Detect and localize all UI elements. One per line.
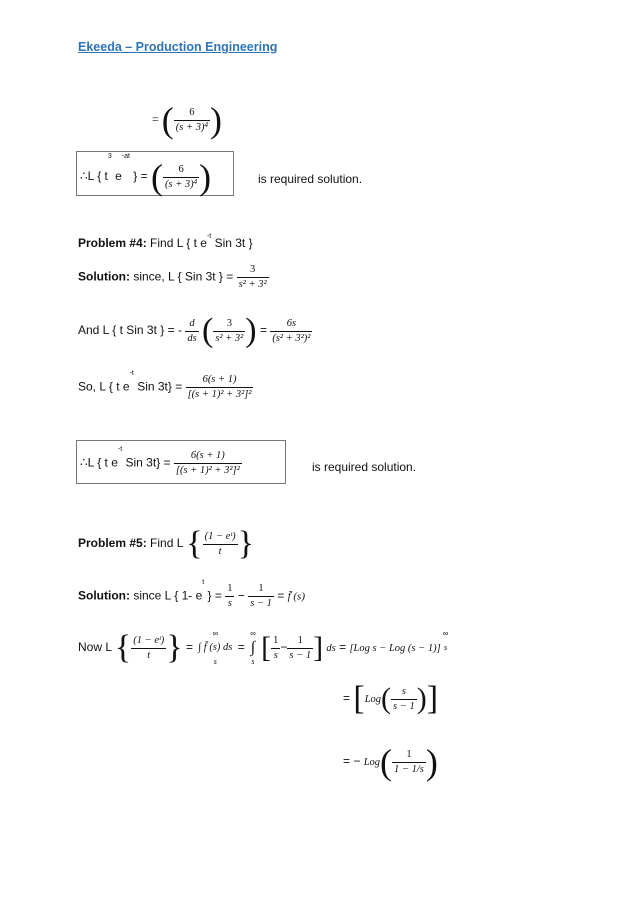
and-step-line: And L { t Sin 3t } = - $\frac{d}{ds}$ ( $\frac{3}{\text{s² + 3²}}$ ) = $\frac{6s}{\text{(s² + 3²)²}}$ — [78, 312, 311, 349]
solution-4-line: Solution: since, L { Sin 3t } = $\frac{3}{\text{s² + 3²}}$ — [78, 264, 267, 290]
now-step-line: Now L { $\frac{\text{(1 − eᵗ)}}{t}$ } = ∞ ∫ f̄ (s) ds s = ∞ ∫ s [ $\frac{1}{s}$ − $\frac{1}{s - 1}$ ] ds = [Log s − Log (s − 1)] ∞ s — [78, 629, 449, 666]
fraction — [174, 106, 210, 135]
problem-5-heading: Problem #5: Find L { $\frac{\text{(1 − eᵗ)}}{t}$ } — [78, 525, 254, 562]
problem-4-heading: Problem #4: Find L { t $e^{-t}$ Sin 3t } — [78, 233, 253, 250]
equals-sign: = — [152, 111, 159, 126]
boxed-result-2: ∴L { t $e^{-t}$ Sin 3t} = $\frac{6(s + 1)}{\text{[(s + 1)² + 3²]²}}$ — [80, 446, 240, 476]
equation-step-2: = [Log( $\frac{s}{s - 1}$ )] — [343, 680, 439, 717]
so-step-line: So, L { t $e^{-t}$ Sin 3t} = $\frac{6(s + 1)}{\text{[(s + 1)² + 3²]²}}$ — [78, 370, 252, 400]
boxed-result-1: ∴L { $t^3$ $e^{-at}$ } = ( $\frac{6}{(s + 3)^4}$ ) — [80, 153, 212, 197]
solution-5-line: Solution: since L { 1- $e^t$ } = $\frac{1}{s}$ − $\frac{1}{s - 1}$ = f̄ (s) — [78, 579, 305, 609]
denominator: $(s + 3)^4$ — [175, 120, 208, 133]
required-solution-text: is required solution. — [258, 172, 363, 186]
equation-step-1: = ( $\frac{6}{(s + 3)^4}$ ) — [152, 100, 222, 140]
equation-step-3: = − Log( $\frac{1}{1 - 1/s}$ ) — [343, 742, 438, 782]
required-solution-text-2: is required solution. — [312, 460, 417, 474]
page-header: Ekeeda – Production Engineering — [78, 40, 278, 54]
numerator: 6 — [174, 106, 210, 121]
